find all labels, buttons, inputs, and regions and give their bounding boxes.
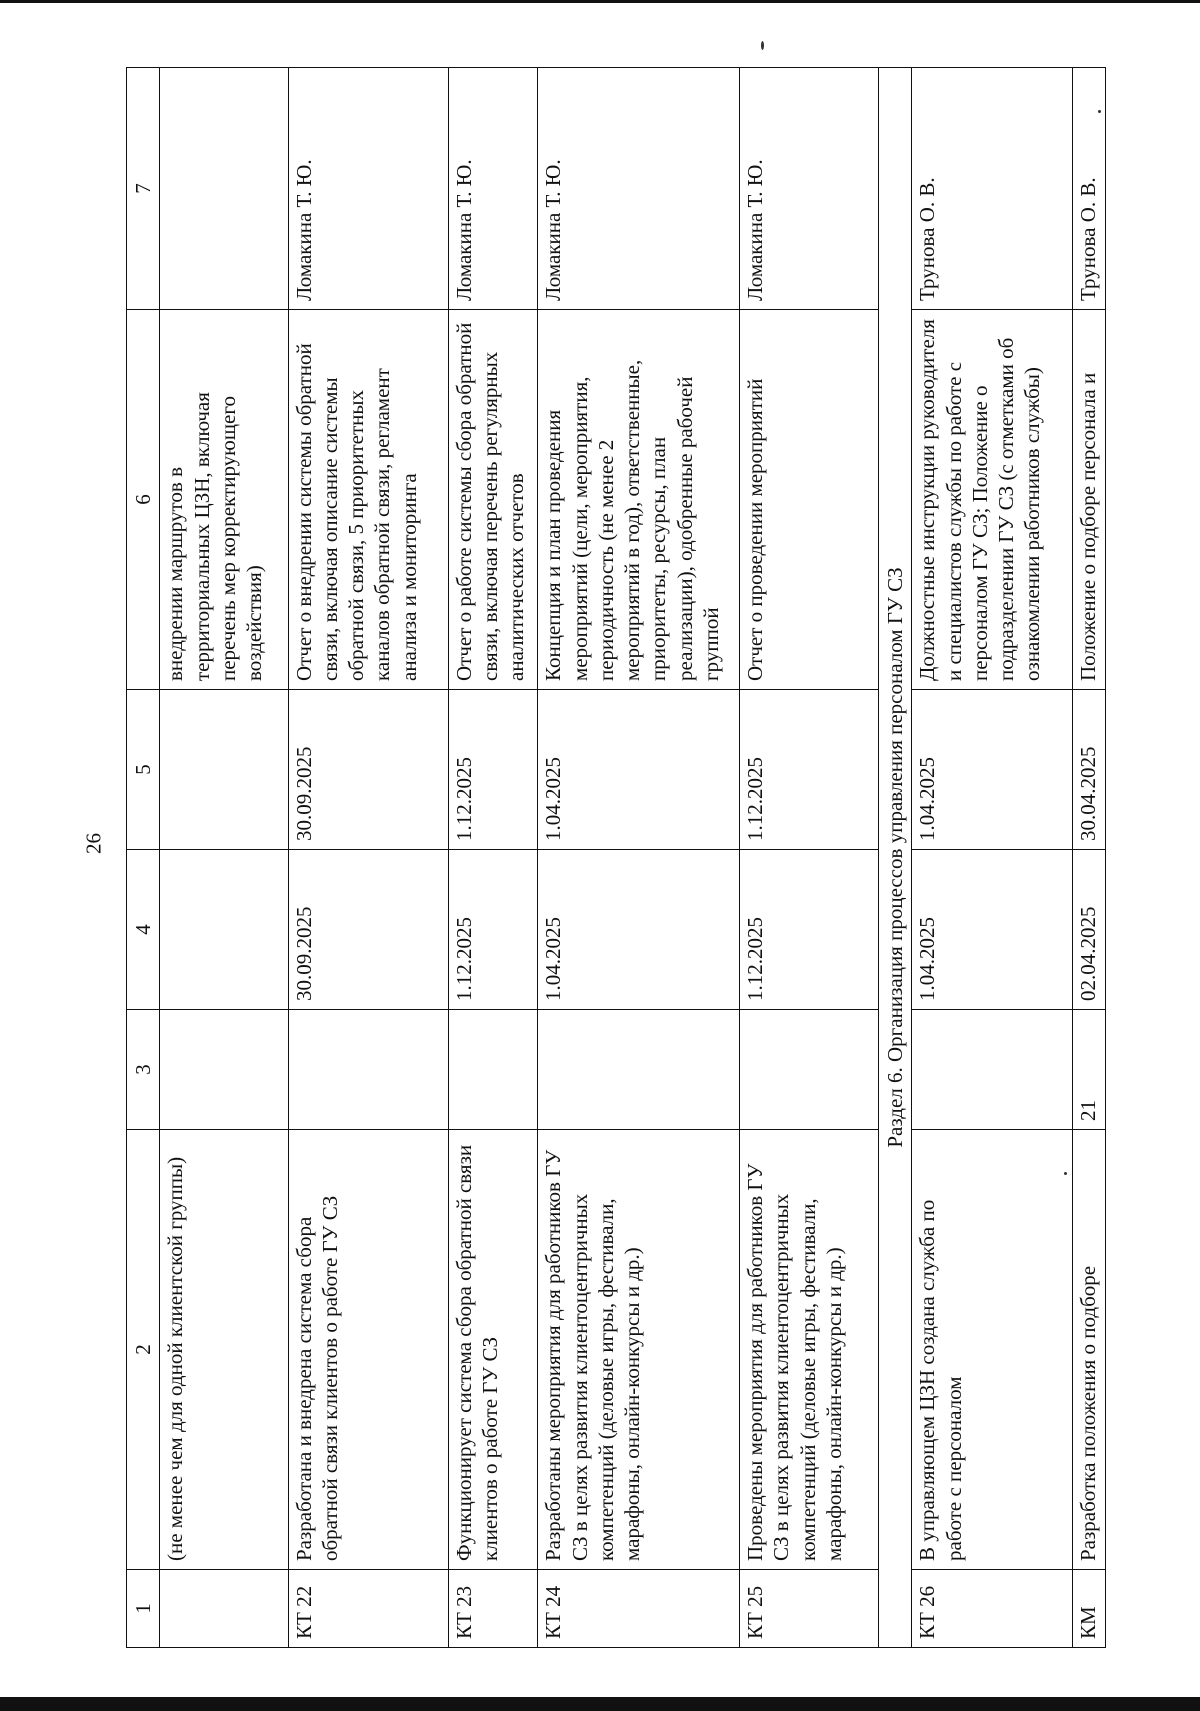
cell-col3: 21 xyxy=(1072,1010,1105,1130)
cell-col3 xyxy=(912,1010,1072,1130)
cell-end-date: 1.04.2025 xyxy=(538,690,740,850)
cell-end-date: 30.09.2025 xyxy=(288,690,448,850)
cell-responsible: Ломакина Т. Ю. xyxy=(740,68,879,310)
cell-code: КТ 23 xyxy=(448,1570,537,1648)
cell-responsible: Ломакина Т. Ю. xyxy=(288,68,448,310)
header-cell: 2 xyxy=(127,1130,160,1570)
cell-col3 xyxy=(288,1010,448,1130)
cell-description: Проведены мероприятия для работников ГУ СЗ в целях развития клиентоцентричных компетенций (деловые игры, фестивали, марафоны, онлайн-конкурсы и др.) xyxy=(740,1130,879,1570)
section-row xyxy=(878,68,911,1648)
cell-result: Отчет о работе системы сбора обратной связи, включая перечень регулярных аналитических отчетов xyxy=(448,310,537,690)
cell-responsible xyxy=(160,68,288,310)
cell-responsible: Ломакина Т. Ю. xyxy=(538,68,740,310)
page-number: 26 xyxy=(81,833,106,854)
table-row xyxy=(448,68,537,1648)
cell-end-date: 1.12.2025 xyxy=(448,690,537,850)
header-cell: 3 xyxy=(127,1010,160,1130)
cell-result: Положение о подборе персонала и xyxy=(1072,310,1105,690)
cell-result: Отчет о внедрении системы обратной связи, включая описание системы обратной связи, 5 приоритетных каналов обратной связи, регламент анализа и мониторинга xyxy=(288,310,448,690)
cell-description: Разработка положения о подборе xyxy=(1072,1130,1105,1570)
cell-responsible: Трунова О. В. xyxy=(912,68,1072,310)
cell-description: Разработана и внедрена система сбора обратной связи клиентов о работе ГУ СЗ xyxy=(288,1130,448,1570)
header-cell: 1 xyxy=(127,1570,160,1648)
cell-code: КТ 22 xyxy=(288,1570,448,1648)
cell-code: КТ 26 xyxy=(912,1570,1072,1648)
cell-col3 xyxy=(160,1010,288,1130)
cell-start-date: 1.04.2025 xyxy=(912,850,1072,1010)
cell-responsible: Трунова О. В. xyxy=(1072,68,1105,310)
section-title: Раздел 6. Организация процессов управления персоналом ГУ СЗ xyxy=(878,68,911,1648)
table-row xyxy=(912,68,1072,1648)
cell-start-date: 1.04.2025 xyxy=(538,850,740,1010)
cell-description: Функционирует система сбора обратной связи клиентов о работе ГУ СЗ xyxy=(448,1130,537,1570)
table-row xyxy=(740,68,879,1648)
cell-result: Концепция и план проведения мероприятий (цели, мероприятия, периодичность (не менее 2 мероприятий в год), ответственные, приоритеты, ресурсы, план реализации), одобренные рабочей группой xyxy=(538,310,740,690)
cell-end-date xyxy=(160,690,288,850)
cell-start-date: 02.04.2025 xyxy=(1072,850,1105,1010)
cell-start-date xyxy=(160,850,288,1010)
cell-end-date: 1.12.2025 xyxy=(740,690,879,850)
scan-edge-bottom xyxy=(0,1697,1200,1711)
cell-col3 xyxy=(740,1010,879,1130)
cell-code xyxy=(160,1570,288,1648)
header-cell: 5 xyxy=(127,690,160,850)
header-cell: 4 xyxy=(127,850,160,1010)
cell-start-date: 1.12.2025 xyxy=(448,850,537,1010)
table-row xyxy=(1072,68,1105,1648)
cell-start-date: 30.09.2025 xyxy=(288,850,448,1010)
cell-result: Должностные инструкции руководителя и специалистов службы по работе с персоналом ГУ СЗ; Положение о подразделении ГУ СЗ (с отметками об ознакомлении работников службы) xyxy=(912,310,1072,690)
cell-code: КТ 24 xyxy=(538,1570,740,1648)
cell-code: КМ xyxy=(1072,1570,1105,1648)
cell-responsible: Ломакина Т. Ю. xyxy=(448,68,537,310)
scan-edge-top xyxy=(0,0,1200,3)
cell-col3 xyxy=(448,1010,537,1130)
header-cell: 7 xyxy=(127,68,160,310)
cell-end-date: 30.04.2025 xyxy=(1072,690,1105,850)
table-row xyxy=(288,68,448,1648)
table-row xyxy=(160,68,288,1648)
cell-description: В управляющем ЦЗН создана служба по работе с персоналом xyxy=(912,1130,1072,1570)
rotated-table-container xyxy=(126,68,1106,1648)
header-cell: 6 xyxy=(127,310,160,690)
table-row xyxy=(538,68,740,1648)
cell-description: Разработаны мероприятия для работников ГУ СЗ в целях развития клиентоцентричных компетенций (деловые игры, фестивали, марафоны, онлайн-конкурсы и др.) xyxy=(538,1130,740,1570)
cell-result: внедрении маршрутов в территориальных ЦЗН, включая перечень мер корректирующего воздействия) xyxy=(160,310,288,690)
cell-result: Отчет о проведении мероприятий xyxy=(740,310,879,690)
cell-code: КТ 25 xyxy=(740,1570,879,1648)
header-row xyxy=(127,68,160,1648)
cell-start-date: 1.12.2025 xyxy=(740,850,879,1010)
cell-end-date: 1.04.2025 xyxy=(912,690,1072,850)
plan-table xyxy=(126,67,1106,1648)
cell-col3 xyxy=(538,1010,740,1130)
scan-speck xyxy=(761,41,764,50)
cell-description: (не менее чем для одной клиентской группы) xyxy=(160,1130,288,1570)
